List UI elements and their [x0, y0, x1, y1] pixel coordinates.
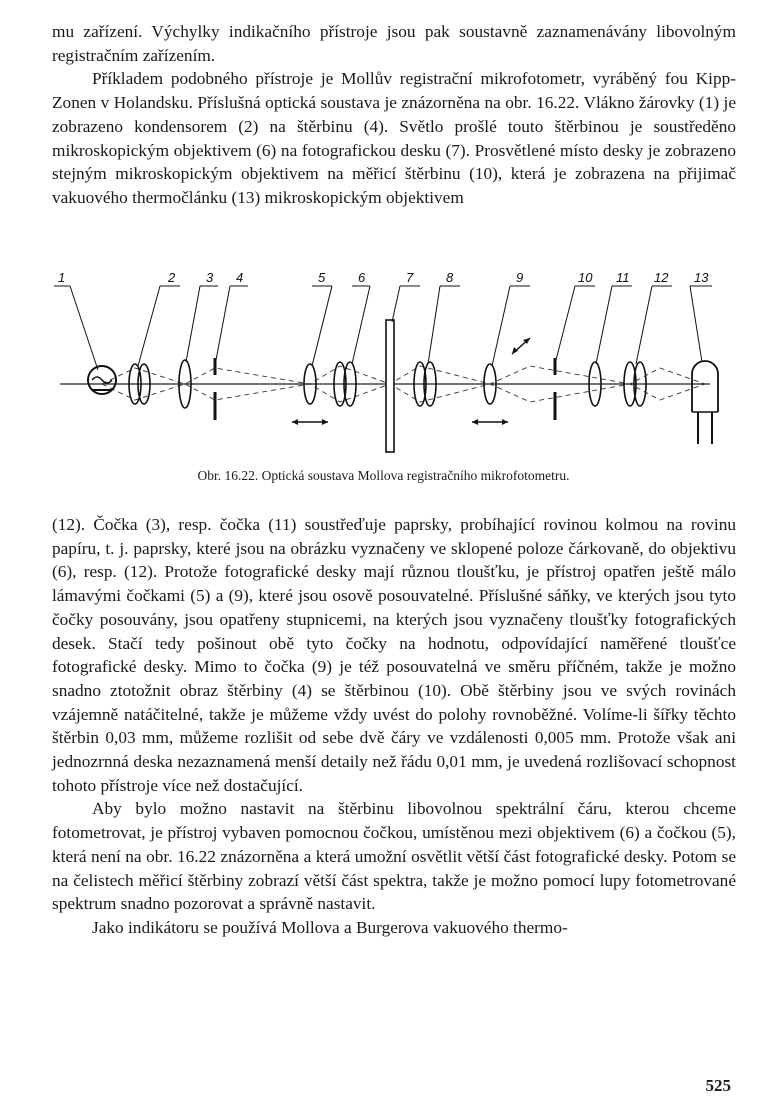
part-label: 13 [694, 270, 709, 285]
part-label: 11 [616, 270, 630, 285]
part-label: 7 [406, 270, 414, 285]
part-label: 5 [318, 270, 326, 285]
thermocouple-icon [692, 361, 718, 444]
paragraph: Aby bylo možno nastavit na štěrbinu libovolnou spektrální čáru, kterou chceme fotometrovat, je přístroj vybaven pomocnou čočkou, umístěnou mezi objektivem (6) a čočkou (5), která není na obr. 16.22 znázorněna a která umožní osvětlit větší část fotografické desky. Potom se na čelistech měřicí štěrbiny zobrazí větší část spektra, takže je možno pomocí lupy fotometrované spektrum snadno pozorovat a správně nastavit. [52, 799, 736, 914]
part-label: 4 [236, 270, 244, 285]
part-labels [58, 270, 709, 285]
optical-diagram [40, 262, 740, 462]
part-label: 1 [58, 270, 66, 285]
part-label: 12 [654, 270, 669, 285]
figure-caption: Obr. 16.22. Optická soustava Mollova registračního mikrofotometru. [197, 468, 570, 483]
paragraph: Příkladem podobného přístroje je Mollův registrační mikrofotometr, vyráběný fou Kipp-Zonen v Holandsku. Příslušná optická soustava je znázorněna na obr. 16.22. Vlákno žárovky (1) je zobrazeno kondensorem (2) na štěrbinu (4). Světlo prošlé touto štěrbinou je soustředěno mikroskopickým objektivem (6) na fotografickou desku (7). Prosvětlené místo desky je zobrazeno stejným mikroskopickým objektivem na měřicí štěrbinu (10), která je zobrazena na přijimač vakuového thermočlánku (13) mikroskopickým objektivem [52, 69, 736, 207]
paragraph: mu zařízení. Výchylky indikačního přístroje jsou pak soustavně zaznamenávány libovolným registračním zařízením. [52, 22, 736, 65]
part-label: 3 [206, 270, 214, 285]
part-label: 6 [358, 270, 366, 285]
leader-lines [54, 286, 712, 370]
part-label: 10 [578, 270, 593, 285]
optical-system-figure [40, 262, 740, 462]
photographic-plate-icon [386, 320, 394, 452]
paragraph: (12). Čočka (3), resp. čočka (11) soustřeďuje paprsky, probíhající rovinou kolmou na rovinu papíru, t. j. paprsky, které jsou na obrázku vyznačeny ve sklopené poloze čárkovaně, do objektivu (6), resp. (12). Protože fotografické desky mají různou tloušťku, je přístroj opatřen ještě málo lámavými čočkami (5) a (9), které jsou osově posouvatelné. Příslušné sáňky, ve kterých jsou tyto čočky posouvány, jsou opatřeny stupnicemi, na kterých jsou vyznačeny tloušťky fotografických desek. Stačí tedy pošinout obě tyto čočky na hodnotu, odpovídající naměřené tloušťce fotografické desky. Mimo to čočka (9) je též posouvatelná ve směru příčném, takže je možno snadno ztotožnit obraz štěrbiny (4) se štěrbinou (10). Obě štěrbiny jsou ve svých rovinách vzájemně natáčitelné, takže je můžeme vždy uvést do polohy rovnoběžné. Volíme-li šířky těchto štěrbin 0,03 mm, můžeme rozlišit od sebe dvě čáry ve vzdálenosti 0,005 mm. Protože však ani jednozrnná deska nezaznamená menší detaily než řádu 0,01 mm, je uvedená rozlišovací schopnost tohoto přístroje více než dostačující. [52, 515, 736, 795]
page-number: 525 [705, 1076, 731, 1095]
body-text-bottom [52, 513, 736, 940]
paragraph: Jako indikátoru se používá Mollova a Burgerova vakuového thermo- [92, 917, 568, 937]
part-label: 2 [168, 270, 176, 285]
body-text-top [52, 20, 736, 210]
lamp-icon [88, 366, 116, 394]
part-label: 8 [446, 270, 454, 285]
movable-lens-icon [292, 364, 328, 425]
part-label: 9 [516, 270, 524, 285]
